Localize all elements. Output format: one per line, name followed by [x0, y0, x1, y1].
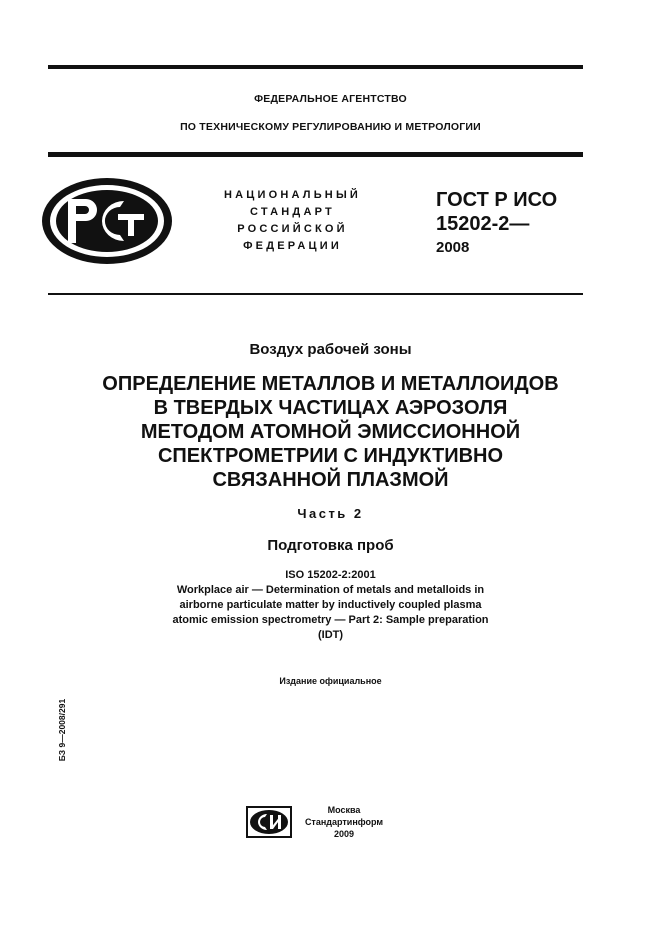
standard-designation	[436, 188, 557, 260]
iso-reference	[0, 568, 661, 643]
publisher-logo	[246, 806, 292, 838]
document-title	[0, 372, 661, 492]
iso-english-line-3: atomic emission spectrometry — Part 2: Sample preparation	[172, 614, 489, 626]
title-line-5: СВЯЗАННОЙ ПЛАЗМОЙ	[212, 469, 449, 491]
national-line-1: НАЦИОНАЛЬНЫЙ	[223, 189, 362, 201]
publisher-city: Москва	[327, 805, 361, 815]
designation-year: 2008	[436, 239, 470, 256]
rst-logo	[38, 175, 176, 267]
national-line-3: РОССИЙСКОЙ	[237, 223, 348, 235]
top-rule	[48, 65, 583, 69]
iso-english-line-2: airborne particulate matter by inductively coupled plasma	[179, 599, 482, 611]
part-label: Часть 2	[297, 506, 364, 521]
publisher-name: Стандартинформ	[304, 817, 384, 827]
iso-english-line-4: (IDT)	[317, 629, 344, 641]
edition-label: Издание официальное	[279, 676, 382, 686]
iso-number: ISO 15202-2:2001	[285, 569, 376, 581]
title-line-3: МЕТОДОМ АТОМНОЙ ЭМИССИОННОЙ	[140, 421, 521, 443]
title-line-2: В ТВЕРДЫХ ЧАСТИЦАХ АЭРОЗОЛЯ	[153, 397, 508, 419]
title-line-4: СПЕКТРОМЕТРИИ С ИНДУКТИВНО	[157, 445, 504, 467]
designation-line-2: 15202-2—	[436, 213, 530, 235]
iso-english-line-1: Workplace air — Determination of metals and metalloids in	[176, 584, 485, 596]
agency-line-1: ФЕДЕРАЛЬНОЕ АГЕНТСТВО	[254, 93, 407, 105]
side-code: БЗ 9—2008/291	[57, 698, 67, 762]
standard-rule	[48, 293, 583, 295]
publisher-year: 2009	[333, 829, 355, 839]
part-name: Подготовка проб	[267, 537, 394, 554]
designation-line-1: ГОСТ Р ИСО	[436, 189, 558, 211]
agency-line-2: ПО ТЕХНИЧЕСКОМУ РЕГУЛИРОВАНИЮ И МЕТРОЛОГИИ	[180, 121, 481, 133]
publisher-logo-icon	[246, 806, 292, 838]
header-rule	[48, 152, 583, 157]
publisher-info	[298, 804, 390, 840]
rst-logo-icon	[38, 175, 176, 267]
national-line-2: СТАНДАРТ	[250, 206, 335, 218]
title-line-1: ОПРЕДЕЛЕНИЕ МЕТАЛЛОВ И МЕТАЛЛОИДОВ	[102, 373, 559, 395]
national-line-4: ФЕДЕРАЦИИ	[243, 240, 342, 252]
document-subtitle: Воздух рабочей зоны	[249, 341, 412, 358]
national-standard-label	[200, 187, 385, 255]
